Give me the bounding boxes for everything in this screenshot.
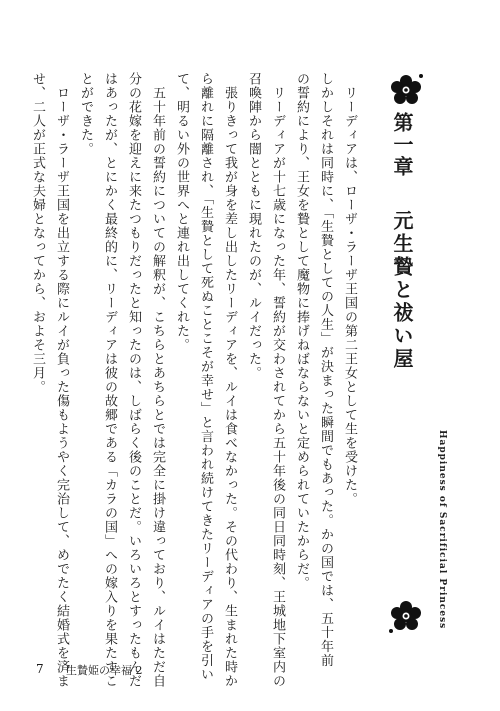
body-line: 五十年前の誓約についての解釈が、こちらとあちらとでは完全に掛け違っており、ルイはただ自 (150, 72, 165, 688)
flower-ornament-bottom-icon (388, 598, 424, 634)
flower-ornament-icon (388, 72, 424, 108)
english-subtitle: Happiness of Sacrificial Princess (437, 430, 447, 630)
body-line: ローザ・ラーザ王国を出立する際にルイが負った傷もようやく完治して、めでたく結婚式を済ま (54, 72, 69, 688)
chapter-title: 元生贄と祓い屋 (390, 210, 414, 371)
body-line: しかしそれは同時に、「生贄としての人生」が決まった瞬間でもあった。かの国では、五十年前 (318, 72, 333, 668)
body-line: ら離れに隔離され、「生贄として死ぬことこそが幸せ」と言われ続けてきたリーディアの手を引い (198, 72, 213, 682)
body-line: リーディアは、ローザ・ラーザ王国の第二王女として生を受けた。 (342, 72, 357, 506)
page-number: 7 (36, 662, 44, 676)
body-line: の誓約により、王女を贄として魔物に捧げねばならないと定められていたからだ。 (294, 72, 309, 590)
body-line: 分の花嫁を迎えに来たつもりだったと知ったのは、しばらく後のことだ。いろいろとすったもんだ (126, 72, 141, 688)
body-line: 召喚陣から闇とともに現れたのが、ルイだった。 (246, 72, 261, 380)
body-line: はあったが、とにかく最終的に、リーディアは彼の故郷である「カラの国」への嫁入りを果たすこ (102, 72, 117, 688)
body-line: て、明るい外の世界へと連れ出してくれた。 (174, 72, 189, 352)
chapter-number: 第一章 (390, 112, 414, 178)
body-line: とができた。 (78, 72, 93, 156)
running-title: 生贄姫の幸福 2 (66, 664, 143, 677)
body-line: リーディアが十七歳になった年、誓約が交わされてから五十年後の同日同時刻、王城地下室内の (270, 72, 285, 688)
body-line: せ、二人が正式な夫婦となってから、およそ三月。 (30, 72, 45, 394)
body-line: 張りきって我が身を差し出したリーディアを、ルイは食べなかった。その代わり、生まれた時か (222, 72, 237, 688)
